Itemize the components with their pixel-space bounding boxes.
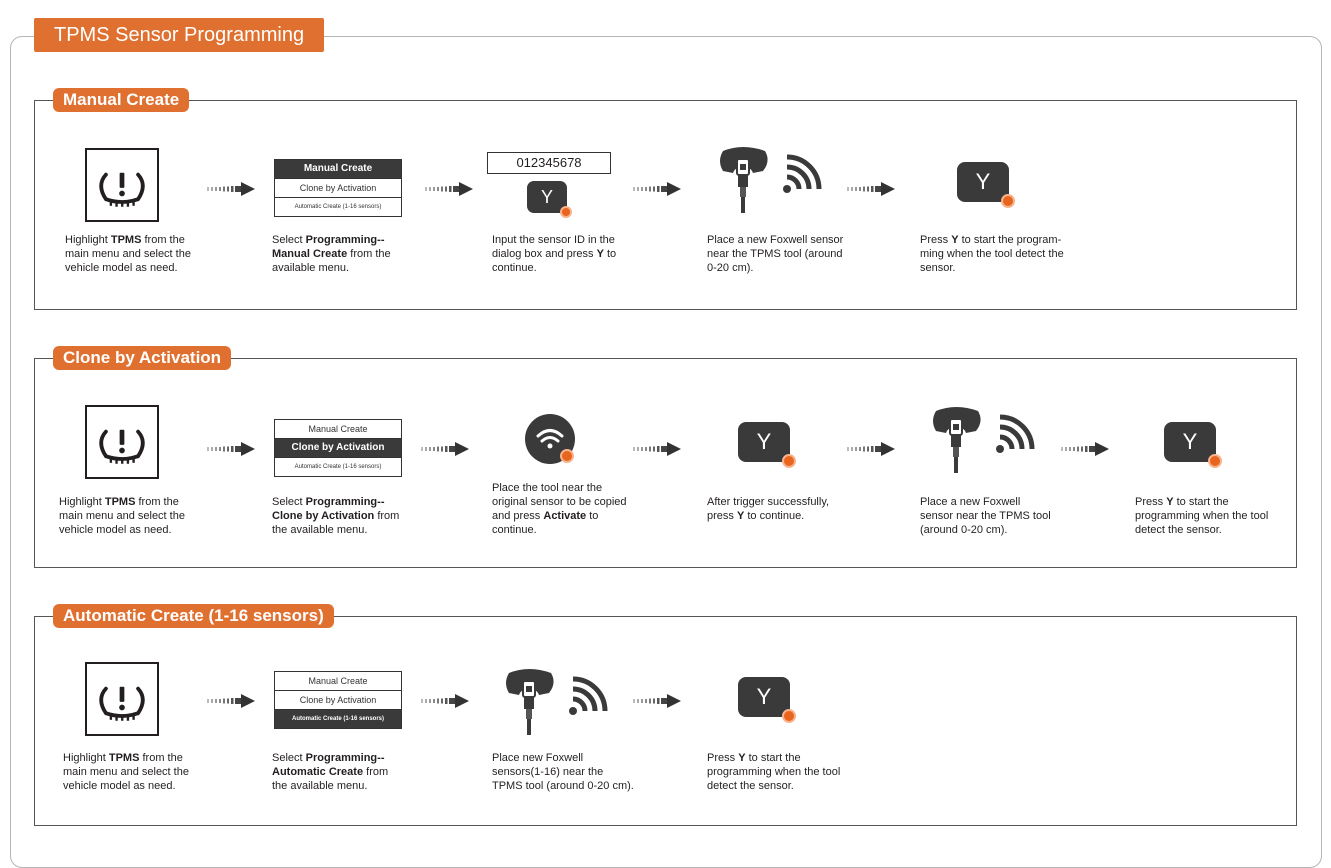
section-title-clone: Clone by Activation: [53, 346, 231, 370]
arrow-icon: [847, 182, 895, 196]
programming-menu: [274, 419, 402, 477]
step-1-desc: Highlight TPMS from the main menu and select the vehicle model as need.: [63, 752, 189, 792]
step-5-desc: Press Y to start the program- ming when the tool detect the sensor.: [920, 234, 1064, 274]
step-1-desc: Highlight TPMS from the main menu and select the vehicle model as need.: [59, 496, 185, 536]
y-button[interactable]: Y: [738, 422, 790, 462]
section-title-manual: Manual Create: [53, 88, 189, 112]
wifi-glyph-icon: [525, 414, 575, 464]
step-6-desc: Press Y to start the programming when the tool detect the sensor.: [1135, 496, 1269, 536]
page-title: TPMS Sensor Programming: [34, 18, 324, 52]
arrow-icon: [207, 442, 255, 456]
menu-item-manual-create[interactable]: Manual Create: [275, 160, 401, 179]
programming-menu: [274, 671, 402, 729]
section-manual-create: [34, 90, 1297, 310]
arrow-icon: [633, 694, 681, 708]
tpms-sensor-icon: [501, 667, 611, 737]
press-indicator-icon: [560, 206, 572, 218]
step-3-desc: Input the sensor ID in the dialog box and press Y to continue.: [492, 234, 617, 274]
menu-item-clone-by-activation[interactable]: Clone by Activation: [275, 179, 401, 198]
arrow-icon: [633, 442, 681, 456]
tpms-sensor-icon: [715, 145, 825, 215]
wifi-trigger-icon[interactable]: [525, 414, 575, 464]
y-button[interactable]: Y: [957, 162, 1009, 202]
arrow-icon: [207, 182, 255, 196]
step-3-desc: Place the tool near the original sensor to be copied and press Activate to continue.: [492, 482, 627, 536]
section-automatic-create: [34, 606, 1297, 826]
press-indicator-icon: [1208, 454, 1222, 468]
tpms-icon: [85, 148, 159, 222]
menu-item-clone-by-activation[interactable]: Clone by Activation: [275, 691, 401, 710]
step-2-desc: Select Programming-- Clone by Activation from the available menu.: [272, 496, 400, 536]
section-title-auto: Automatic Create (1-16 sensors): [53, 604, 334, 628]
tpms-icon: [85, 662, 159, 736]
press-indicator-icon: [1001, 194, 1015, 208]
arrow-icon: [847, 442, 895, 456]
tpms-icon: [85, 405, 159, 479]
menu-item-automatic-create[interactable]: Automatic Create (1-16 sensors): [275, 458, 401, 476]
sensor-id-input[interactable]: 012345678: [487, 152, 611, 174]
menu-item-clone-by-activation[interactable]: Clone by Activation: [275, 439, 401, 458]
step-4-desc: Press Y to start the programming when the tool detect the sensor.: [707, 752, 841, 792]
step-2-desc: Select Programming-- Manual Create from the available menu.: [272, 234, 391, 274]
arrow-icon: [633, 182, 681, 196]
arrow-icon: [425, 182, 473, 196]
programming-menu: [274, 159, 402, 217]
menu-item-automatic-create[interactable]: Automatic Create (1-16 sensors): [275, 710, 401, 728]
step-4-desc: Place a new Foxwell sensor near the TPMS tool (around 0-20 cm).: [707, 234, 844, 274]
arrow-icon: [421, 694, 469, 708]
step-3-desc: Place new Foxwell sensors(1-16) near the TPMS tool (around 0-20 cm).: [492, 752, 634, 792]
y-button[interactable]: Y: [738, 677, 790, 717]
y-button[interactable]: Y: [1164, 422, 1216, 462]
y-button[interactable]: Y: [527, 181, 567, 213]
arrow-icon: [421, 442, 469, 456]
step-2-desc: Select Programming-- Automatic Create from the available menu.: [272, 752, 389, 792]
section-clone-by-activation: [34, 348, 1297, 568]
arrow-icon: [1061, 442, 1109, 456]
menu-item-manual-create[interactable]: Manual Create: [275, 420, 401, 439]
step-5-desc: Place a new Foxwell sensor near the TPMS tool (around 0-20 cm).: [920, 496, 1051, 536]
step-4-desc: After trigger successfully, press Y to continue.: [707, 496, 830, 522]
press-indicator-icon: [782, 454, 796, 468]
arrow-icon: [207, 694, 255, 708]
step-1-desc: Highlight TPMS from the main menu and select the vehicle model as need.: [65, 234, 191, 274]
press-indicator-icon: [782, 709, 796, 723]
tpms-sensor-icon: [928, 405, 1038, 475]
menu-item-manual-create[interactable]: Manual Create: [275, 672, 401, 691]
menu-item-automatic-create[interactable]: Automatic Create (1-16 sensors): [275, 198, 401, 216]
